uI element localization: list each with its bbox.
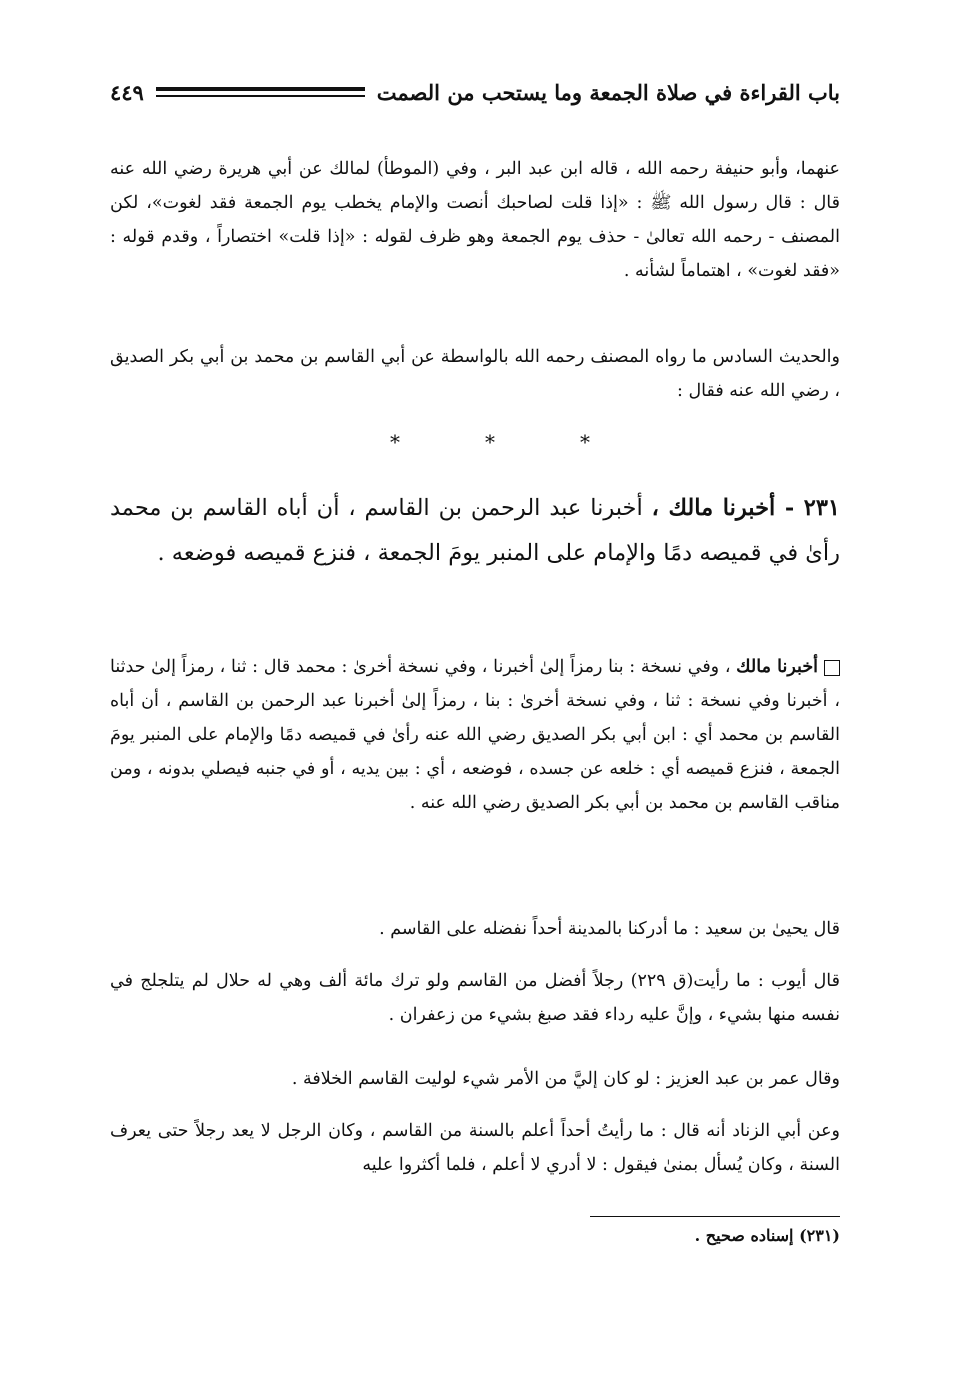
square-bullet-icon	[824, 660, 840, 676]
header-rule	[156, 87, 365, 97]
section-separator	[390, 430, 590, 454]
page-number: ٤٤٩	[110, 79, 144, 105]
hadith-text: أخبرنا عبد الرحمن بن القاسم ، أن أباه القاسم بن محمد رأىٰ في قميصه دمًا والإمام على المنبر يومَ الجمعة ، فنزع قميصه فوضعه .	[110, 495, 840, 566]
separator-star: *	[580, 430, 590, 454]
commentary-text: ، وفي نسخة : بنا رمزاً إلىٰ أخبرنا ، وفي نسخة أخرىٰ : محمد قال : ثنا ، رمزاً إلىٰ حدثنا ، أخبرنا وفي نسخة : ثنا ، وفي نسخة أخرىٰ : بنا ، رمزاً إلىٰ أخبرنا عبد الرحمن بن القاسم ، أن أباه القاسم بن محمد أي : ابن أبي بكر الصديق رضي الله عنه رأىٰ في قميصه دمًا والإمام على المنبر يومَ الجمعة ، فنزع قميصه أي : خلعه عن جسده ، فوضعه ، أي : بين يديه ، أو في جنبه فيصلي بدونه ، ومن مناقب القاسم بن محمد بن أبي بكر الصديق رضي الله عنه .	[110, 657, 840, 813]
paragraph-6: وعن أبي الزناد أنه قال : ما رأيتُ أحداً أعلم بالسنة من القاسم ، وكان الرجل لا يعد رجلاً حتى يعرف السنة ، وكان يُسأل بمنىٰ فيقول : لا أدري لا أعلم ، فلما أكثروا عليه	[110, 1121, 840, 1175]
footnote: (٢٣١) إسناده صحيح .	[694, 1226, 840, 1245]
paragraph-3: قال يحيىٰ بن سعيد : ما أدركنا بالمدينة أحداً نفضله على القاسم .	[379, 919, 840, 939]
paragraph-4: قال أيوب : ما رأيت(ق ٢٢٩) رجلاً أفضل من القاسم ولو ترك مائة ألف وهي له حلال لم يتلجلج في نفسه منها بشيء ، وإنَّ عليه رداء فقد صبغ بشيء من زعفران .	[110, 971, 840, 1025]
commentary-lead: أخبرنا مالك	[736, 657, 818, 677]
footnote-rule	[590, 1216, 840, 1217]
paragraph-1: عنهما، وأبو حنيفة رحمه الله ، قاله ابن عبد البر ، وفي (الموطأ) لمالك عن أبي هريرة رضي الله عنه قال : قال رسول الله ﷺ : «إذا قلت لصاحبك أنصت والإمام يخطب يوم الجمعة فقد لغوت»، لكن المصنف - رحمه الله تعالىٰ - حذف يوم الجمعة وهو ظرف لقوله : «إذا قلت» اختصاراً ، وقدم قوله : «فقد لغوت» ، اهتماماً لشأنه .	[110, 159, 840, 281]
paragraph-2: والحديث السادس ما رواه المصنف رحمه الله بالواسطة عن أبي القاسم بن محمد بن أبي بكر الصديق ، رضي الله عنه فقال :	[110, 347, 840, 401]
paragraph-5: وقال عمر بن عبد العزيز : لو كان إليَّ من الأمر شيء لوليت القاسم الخلافة .	[291, 1069, 840, 1089]
chapter-title: باب القراءة في صلاة الجمعة وما يستحب من الصمت	[376, 79, 840, 105]
separator-star: *	[390, 430, 400, 454]
running-header	[110, 72, 840, 112]
hadith-number: ٢٣١ - أخبرنا مالك ،	[651, 495, 840, 521]
separator-star: *	[485, 430, 495, 454]
commentary	[110, 650, 840, 820]
hadith-231	[110, 486, 840, 576]
